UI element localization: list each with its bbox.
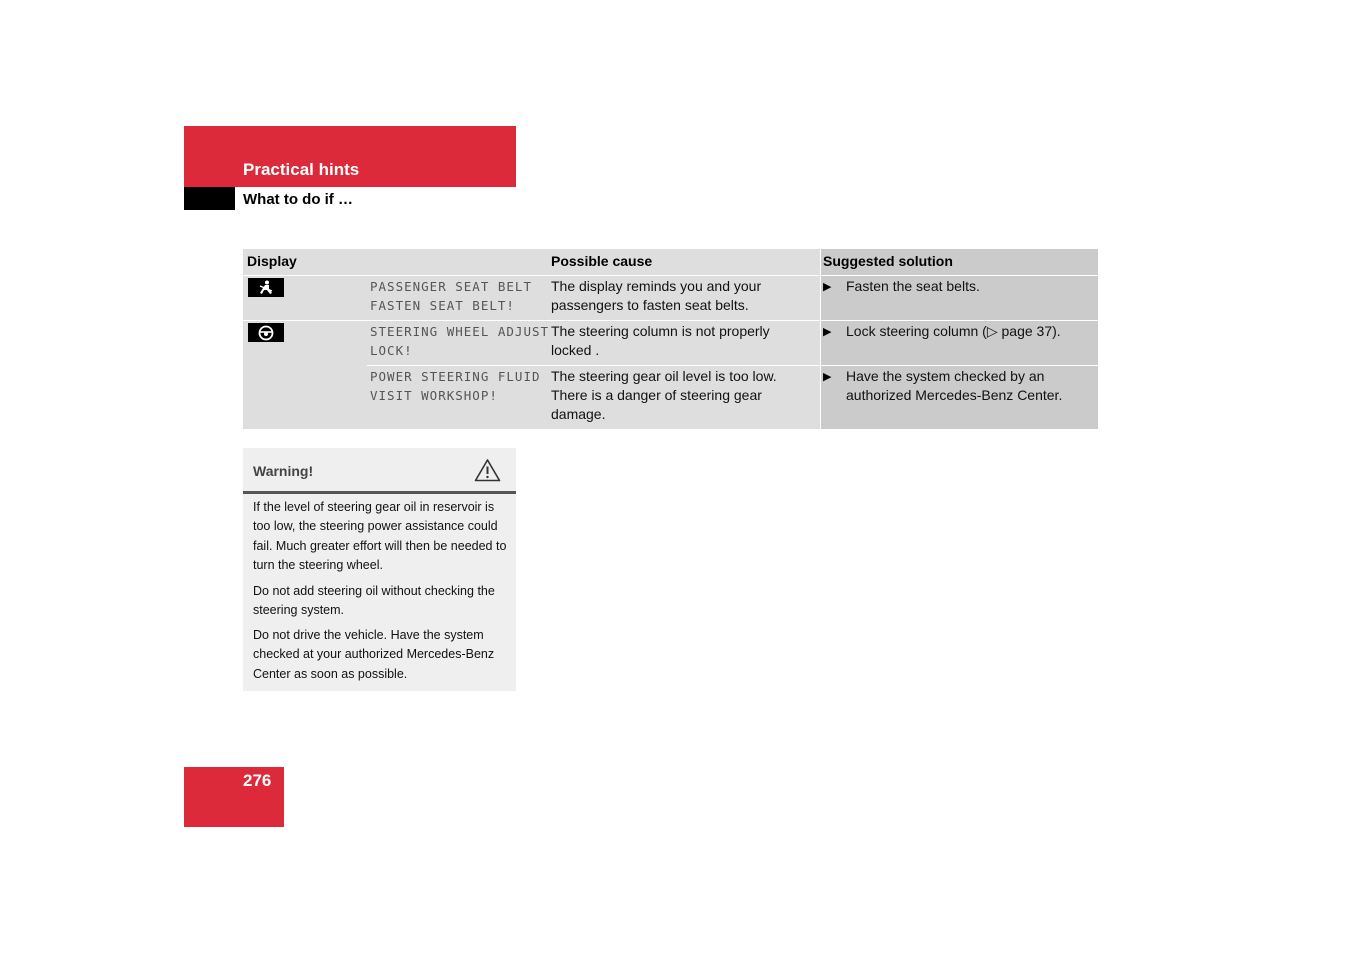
bullet-arrow-icon: ▶ xyxy=(823,281,832,293)
subsection-title: What to do if … xyxy=(243,191,353,208)
header-divider xyxy=(243,275,1098,276)
cause-line: The steering gear oil level is too low. xyxy=(551,368,777,384)
header-solution: Suggested solution xyxy=(823,253,953,269)
display-message xyxy=(370,277,532,315)
warning-triangle-icon xyxy=(474,458,501,487)
warning-title: Warning! xyxy=(253,463,314,479)
steering-wheel-icon xyxy=(248,323,284,342)
solution-line: authorized Mercedes-Benz Center. xyxy=(846,387,1063,403)
display-line: VISIT WORKSHOP! xyxy=(370,388,498,403)
cause-line: The steering column is not properly xyxy=(551,323,770,339)
cause-text xyxy=(551,322,770,360)
header-display: Display xyxy=(247,253,297,269)
bullet-arrow-icon: ▶ xyxy=(823,326,832,338)
display-messages-table xyxy=(243,249,1098,429)
warning-paragraph: Do not add steering oil without checking the steering system. xyxy=(253,584,495,618)
display-line: FASTEN SEAT BELT! xyxy=(370,298,515,313)
cause-text xyxy=(551,277,761,315)
seat-belt-icon xyxy=(248,278,284,297)
row-divider xyxy=(243,320,1098,321)
display-line: STEERING WHEEL ADJUST xyxy=(370,324,550,339)
cause-line: The display reminds you and your xyxy=(551,278,762,294)
cause-line: There is a danger of steering gear xyxy=(551,387,762,403)
warning-paragraph: If the level of steering gear oil in reservoir is too low, the steering power assistance could fail. Much greater effort will then be needed to turn the steering wheel. xyxy=(253,500,507,572)
solution-text xyxy=(846,367,1062,405)
row-divider xyxy=(367,365,1098,366)
solution-line: Lock steering column (▷ page 37). xyxy=(846,323,1061,339)
cause-line: passengers to fasten seat belts. xyxy=(551,297,749,313)
display-line: PASSENGER SEAT BELT xyxy=(370,279,532,294)
solution-line: Have the system checked by an xyxy=(846,368,1045,384)
header-cause: Possible cause xyxy=(551,253,653,269)
solution-line: Fasten the seat belts. xyxy=(846,278,980,294)
display-line: POWER STEERING FLUID xyxy=(370,369,541,384)
page-number: 276 xyxy=(243,771,272,790)
section-title: Practical hints xyxy=(243,160,360,179)
bullet-arrow-icon: ▶ xyxy=(823,371,832,383)
display-message xyxy=(370,322,549,360)
warning-divider xyxy=(243,491,516,494)
warning-box xyxy=(243,448,516,691)
display-line: LOCK! xyxy=(370,343,413,358)
cause-line: damage. xyxy=(551,406,606,422)
warning-paragraph: Do not drive the vehicle. Have the system checked at your authorized Mercedes-Benz Center as soon as possible. xyxy=(253,628,495,681)
cause-line: locked . xyxy=(551,342,600,358)
solution-text xyxy=(846,277,980,296)
display-message xyxy=(370,367,541,405)
solution-text xyxy=(846,322,1061,341)
subsection-marker xyxy=(184,187,235,210)
cause-text xyxy=(551,367,777,424)
